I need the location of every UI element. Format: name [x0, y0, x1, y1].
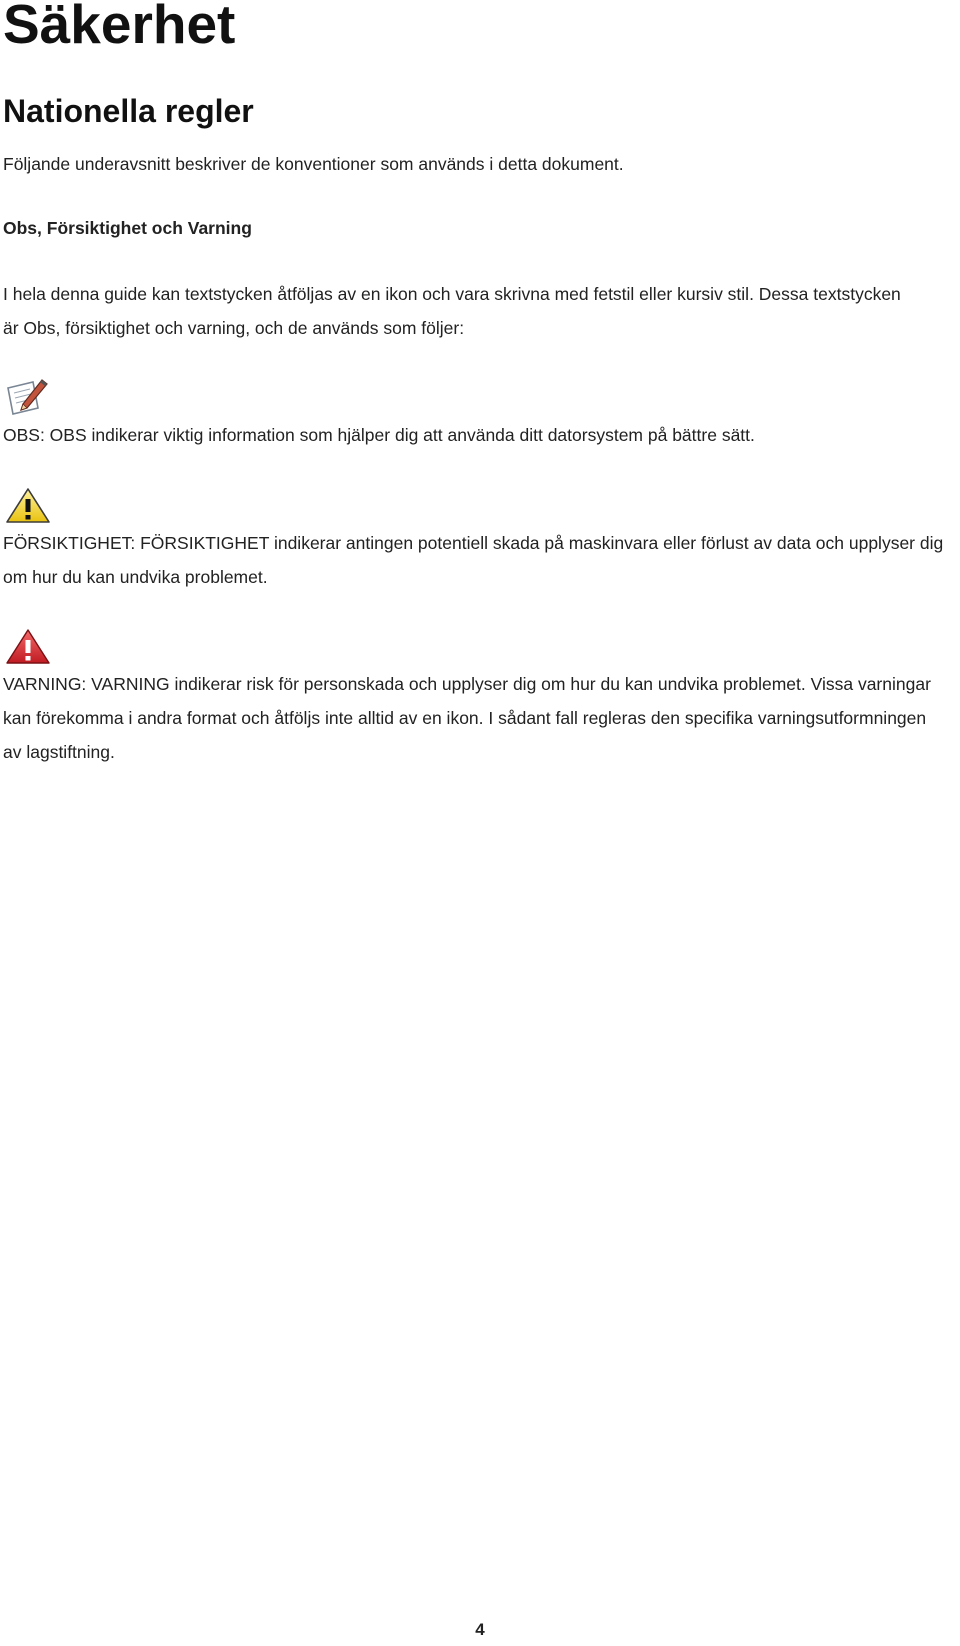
intro-paragraph: Följande underavsnitt beskriver de konventioner som används i detta dokument.	[3, 154, 624, 174]
subheading: Obs, Försiktighet och Varning	[3, 218, 252, 238]
caution-triangle-icon	[5, 487, 51, 530]
note-pencil-icon	[5, 378, 49, 423]
description-paragraph: I hela denna guide kan textstycken åtföljas av en ikon och vara skrivna med fetstil eller kursiv stil. Dessa textstycken är Obs, försiktighet och varning, och de används som följer:	[3, 284, 901, 338]
caution-paragraph: FÖRSIKTIGHET: FÖRSIKTIGHET indikerar antingen potentiell skada på maskinvara eller förlust av data och upplyser dig om hur du kan undvika problemet.	[3, 533, 944, 587]
section-title: Nationella regler	[3, 93, 254, 129]
warning-triangle-icon	[5, 628, 51, 671]
page-number: 4	[475, 1620, 485, 1639]
note-paragraph: OBS: OBS indikerar viktig information som hjälper dig att använda ditt datorsystem på bättre sätt.	[3, 425, 755, 445]
warning-paragraph: VARNING: VARNING indikerar risk för personskada och upplyser dig om hur du kan undvika problemet. Vissa varningar kan förekomma i andra format och åtföljs inte alltid av en ikon. I sådant fall regleras den specifika varningsutformningen av lagstiftning.	[3, 674, 931, 762]
page-title: Säkerhet	[3, 0, 236, 55]
